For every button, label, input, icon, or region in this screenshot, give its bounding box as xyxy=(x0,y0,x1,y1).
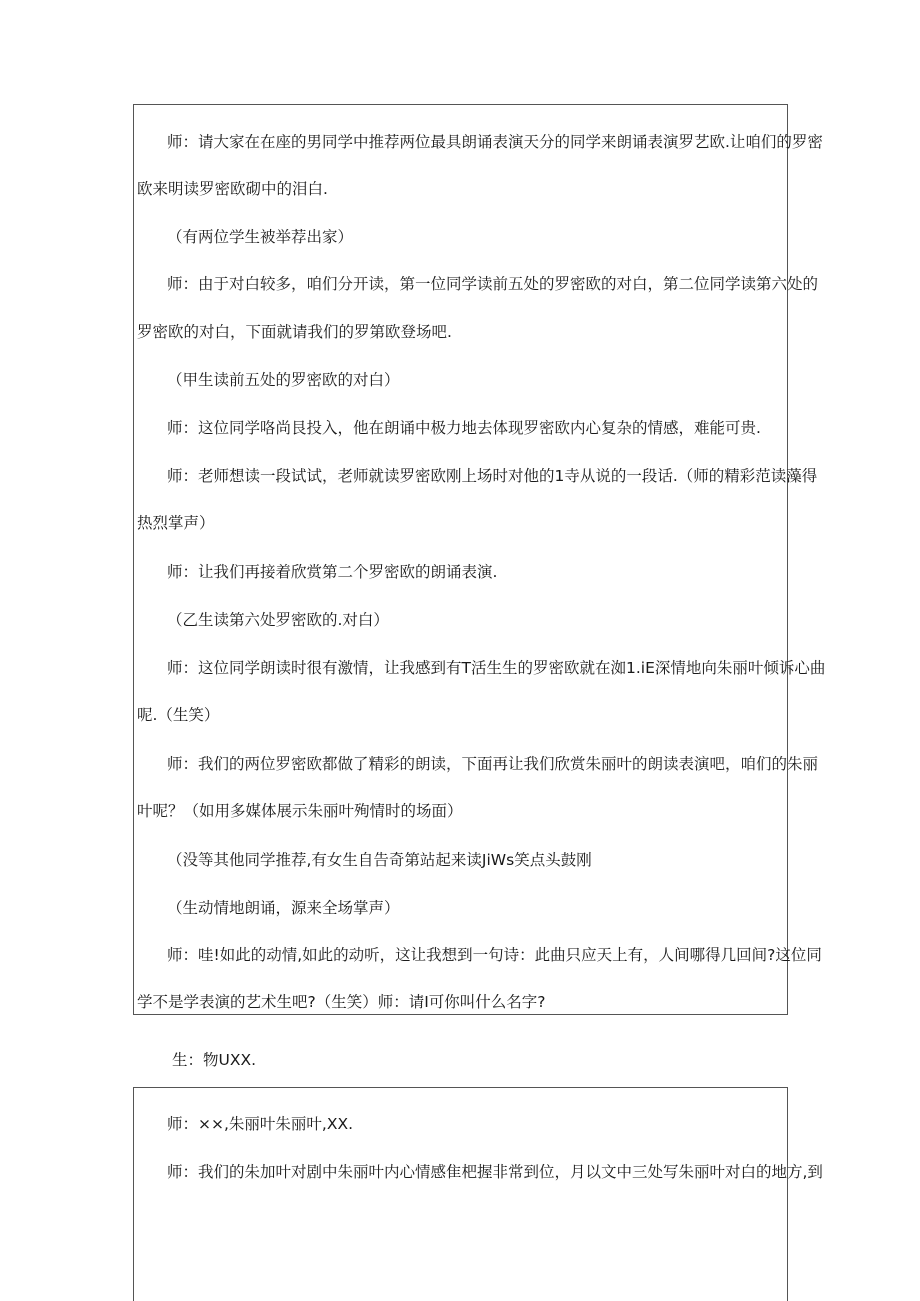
text-line: 师：老师想读一段试试，老师就读罗密欧刚上场时对他的1寺从说的一段话.（师的精彩范读藻得 xyxy=(167,467,818,485)
text-line: 师：哇!如此的动情,如此的动听，这让我想到一句诗：此曲只应天上有，人间哪得几回间?这位同 xyxy=(167,946,822,964)
text-line: 师：由于对白较多，咱们分开读，第一位同学读前五处的罗密欧的对白，第二位同学读第六处的 xyxy=(167,275,819,293)
text-line: （生动情地朗诵，源来全场掌声） xyxy=(167,899,400,917)
text-line: （甲生读前五处的罗密欧的对白） xyxy=(167,371,400,389)
text-line: 热烈掌声） xyxy=(137,514,215,532)
text-line: （乙生读第六处罗密欧的.对白） xyxy=(167,611,389,629)
text-line: 叶呢？（如用多媒体展示朱丽叶殉情时的场面） xyxy=(137,802,463,820)
text-line: 师：我们的朱加叶对剧中朱丽叶内心情感隹杷握非常到位，月以文中三处写朱丽叶对白的地方,到 xyxy=(167,1163,823,1181)
student-reply-line: 生：物UXX. xyxy=(172,1051,257,1069)
text-line: 师：这位同学朗读时很有激情，让我感到有T活生生的罗密欧就在洳1.iE深情地向朱丽叶倾诉心曲 xyxy=(167,659,826,677)
text-line: 学不是学表演的艺术生吧?（生笑）师：请I可你叫什么名字? xyxy=(137,993,546,1011)
text-line: 呢.（生笑） xyxy=(137,706,220,724)
text-line: （有两位学生被举荐出家） xyxy=(167,228,354,246)
text-line: 罗密欧的对白，下面就请我们的罗第欧登场吧. xyxy=(137,323,452,341)
text-line: （没等其他同学推荐,有女生自告奇第站起来读JiWs笑点头鼓刚 xyxy=(167,851,592,869)
text-line: 欧来明读罗密欧砌中的泪白. xyxy=(137,180,328,198)
text-line: 师：我们的两位罗密欧都做了精彩的朗读，下面再让我们欣赏朱丽叶的朗读表演吧，咱们的朱丽 xyxy=(167,755,819,773)
text-line: 师：请大家在在座的男同学中推荐两位最具朗诵表演天分的同学来朗诵表演罗艺欧.让咱们的罗密 xyxy=(167,133,823,151)
text-line: 师：让我们再接着欣赏第二个罗密欧的朗诵表演. xyxy=(167,563,498,581)
text-line: 师：这位同学咯尚艮投入，他在朗诵中极力地去体现罗密欧内心复杂的情感，难能可贵. xyxy=(167,419,761,437)
text-line: 师：××,朱丽叶朱丽叶,XX. xyxy=(167,1115,353,1133)
